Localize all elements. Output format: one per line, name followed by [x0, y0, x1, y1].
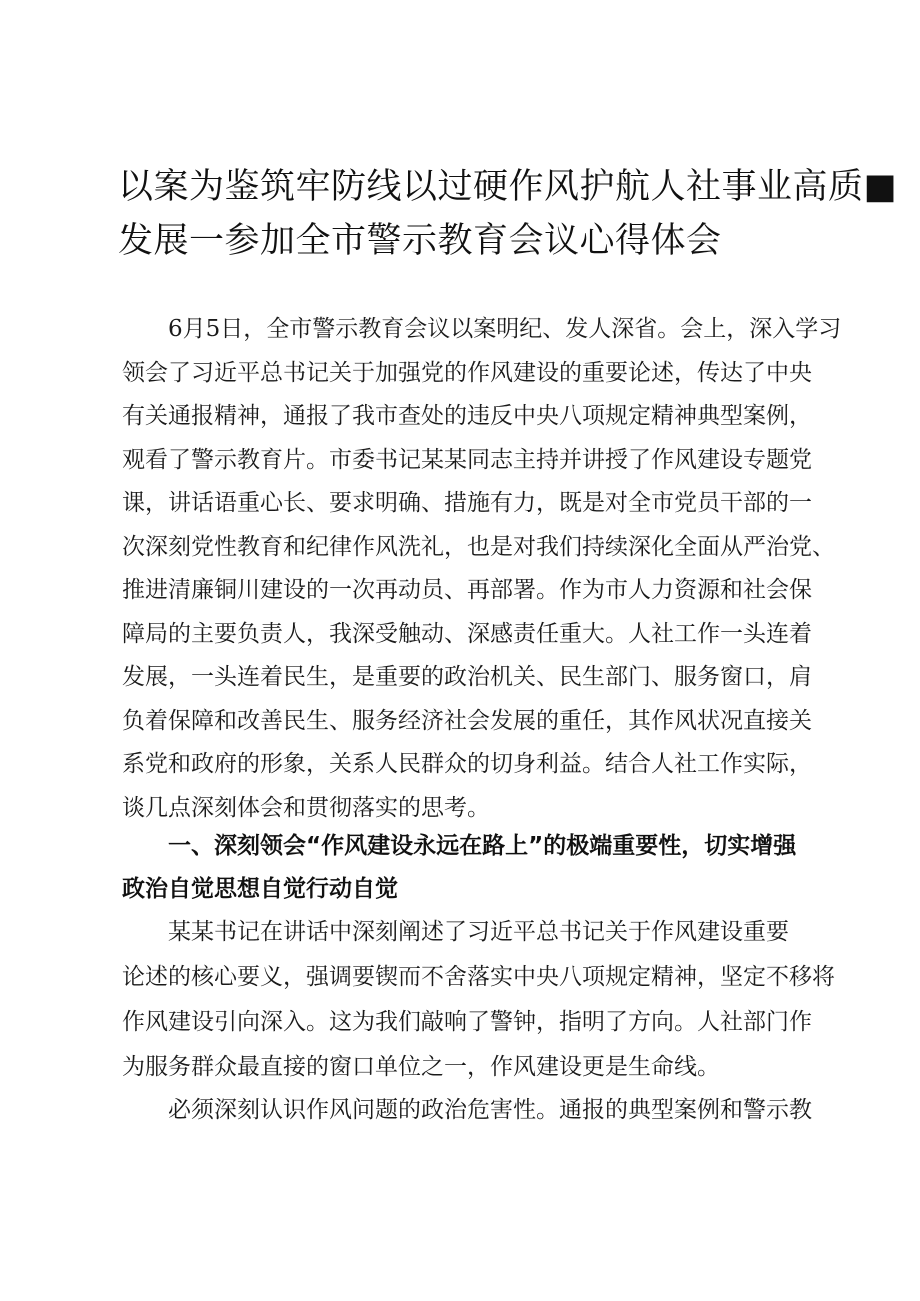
paragraph-line: 发展，一头连着民生，是重要的政治机关、民生部门、服务窗口，肩: [122, 664, 812, 690]
heading-line: 政治自觉思想自觉行动自觉: [122, 876, 398, 902]
section-heading: [122, 825, 822, 911]
paragraph-line: 6月5日，全市警示教育会议以案明纪、发人深省。会上，深入学习: [122, 316, 842, 342]
paragraph-line: 领会了习近平总书记关于加强党的作风建设的重要论述，传达了中央: [122, 359, 812, 386]
paragraph-line: 作风建设引向深入。这为我们敲响了警钟，指明了方向。人社部门作: [122, 1009, 812, 1035]
title-line: 以案为鉴筑牢防线以过硬作风护航人社事业高质■: [118, 167, 898, 207]
section-paragraph: [122, 910, 835, 1090]
intro-paragraph: [122, 308, 842, 830]
paragraph-line: 课，讲话语重心长、要求明确、措施有力，既是对全市党员干部的一: [122, 490, 812, 516]
paragraph-line: 障局的主要负责人，我深受触动、深感责任重大。人社工作一头连着: [122, 620, 812, 647]
paragraph-line: 谈几点深刻体会和贯彻落实的思考。: [122, 794, 490, 821]
paragraph-line: 论述的核心要义，强调要锲而不舍落实中央八项规定精神，坚定不移将: [122, 964, 835, 990]
paragraph-line: 为服务群众最直接的窗口单位之一，作风建设更是生命线。: [122, 1054, 720, 1080]
paragraph-line: 有关通报精神，通报了我市查处的违反中央八项规定精神典型案例，: [122, 403, 812, 429]
document-title: [118, 160, 898, 268]
paragraph-line: 次深刻党性教育和纪律作风洗礼，也是对我们持续深化全面从严治党、: [122, 533, 835, 560]
paragraph-line: 某某书记在讲话中深刻阐述了习近平总书记关于作风建设重要: [122, 919, 789, 945]
title-line: 发展一参加全市警示教育会议心得体会: [118, 221, 722, 261]
paragraph-line: 系党和政府的形象，关系人民群众的切身利益。结合人社工作实际，: [122, 751, 812, 777]
paragraph-line: 负着保障和改善民生、服务经济社会发展的重任，其作风状况直接关: [122, 707, 812, 734]
paragraph-line: 观看了警示教育片。市委书记某某同志主持并讲授了作风建设专题党: [122, 446, 812, 473]
section-paragraph: [122, 1088, 822, 1133]
paragraph-line: 必须深刻认识作风问题的政治危害性。通报的典型案例和警示教: [122, 1097, 812, 1123]
paragraph-line: 推进清廉铜川建设的一次再动员、再部署。作为市人力资源和社会保: [122, 577, 812, 603]
heading-line: 一、深刻领会“作风建设永远在路上”的极端重要性，切实增强: [122, 833, 797, 859]
